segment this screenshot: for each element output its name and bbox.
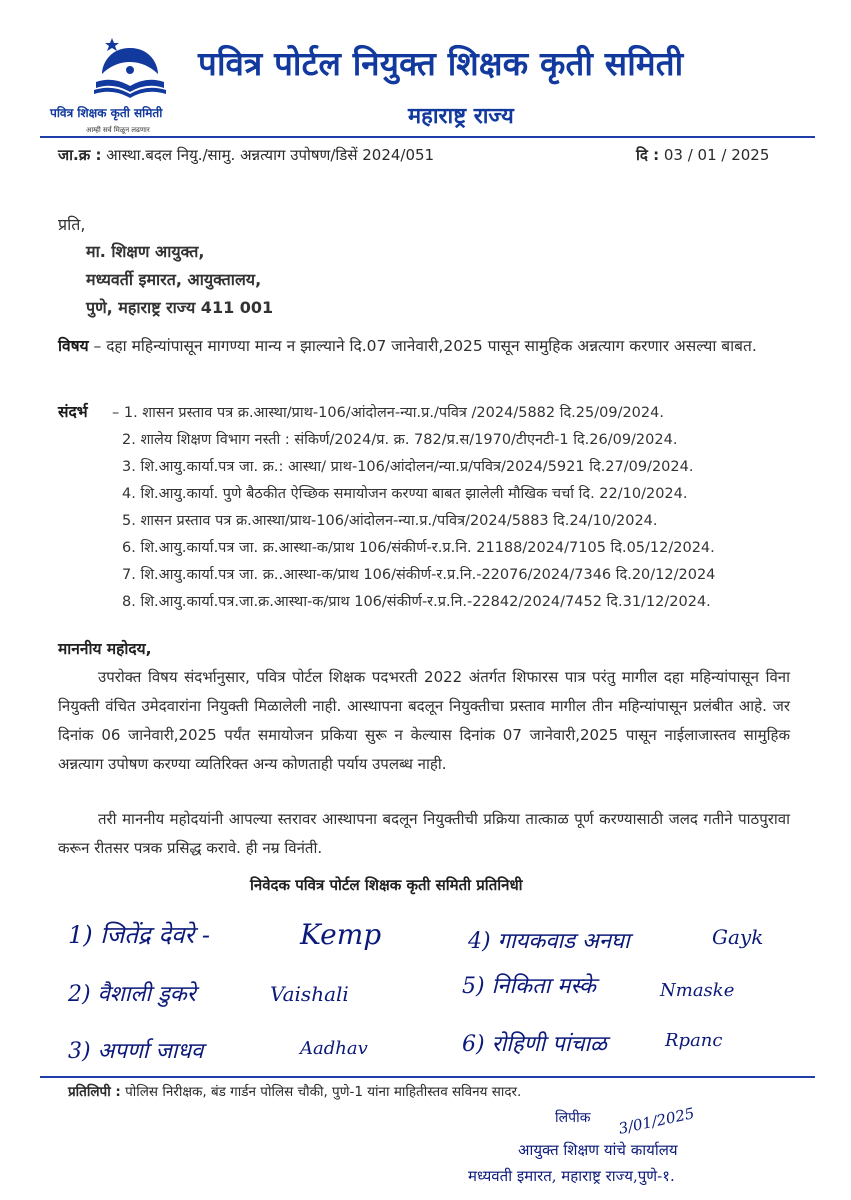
- signature-1: Kemp: [300, 918, 382, 951]
- subject-label: विषय: [58, 337, 89, 355]
- reference-label: जा.क्र :: [58, 146, 102, 164]
- receipt-date: 3/01/2025: [616, 1104, 696, 1138]
- signatory-name-1: 1) जितेंद्र देवरे -: [68, 921, 210, 949]
- signature-5: Nmaske: [660, 980, 735, 1001]
- subject-text: – दहा महिन्यांपासून मागण्या मान्य न झाल्याने दि.07 जानेवारी,2025 पासून सामुहिक अन्नत्याग करणार असल्या बाबत.: [88, 337, 757, 355]
- reference-item: 5. शासन प्रस्ताव पत्र क्र.आस्था/प्राथ-106/आंदोलन-न्या.प्र./पवित्र/2024/5883 दि.24/10/2024.: [122, 513, 658, 529]
- subject: [58, 330, 798, 362]
- letter-date: [636, 145, 769, 165]
- reference-item: 2. शालेय शिक्षण विभाग नस्ती : संकिर्ण/2024/प्र. क्र. 782/प्र.स/1970/टीएनटी-1 दि.26/09/2024.: [122, 432, 678, 448]
- signatories-heading: निवेदक पवित्र पोर्टल शिक्षक कृती समिती प्रतिनिधी: [250, 876, 523, 894]
- logo-tagline: आम्ही सर्व मिळून लढणार: [86, 126, 150, 134]
- organization-logo: [80, 30, 180, 110]
- reference-value: आस्था.बदल नियु./सामु. अन्नत्याग उपोषण/डिसें 2024/051: [101, 146, 435, 164]
- organization-state: महाराष्ट्र राज्य: [408, 104, 514, 129]
- reference-item: 6. शि.आयु.कार्या.पत्र जा. क्र.आस्था-क/प्राथ 106/संकीर्ण-र.प्र.नि. 21188/2024/7105 दि.05/12/2024.: [122, 540, 715, 556]
- footer-divider: [40, 1076, 815, 1078]
- body-paragraph-1: उपरोक्त विषय संदर्भानुसार, पवित्र पोर्टल शिक्षक पदभरती 2022 अंतर्गत शिफारस पात्र परंतु मागील दहा महिन्यांपासून विना नियुक्ती वंचित उमेदवारांना नियुक्ती मिळालेली नाही. आस्थापना बदलून नियुक्तीचा प्रस्ताव मागील तीन महिन्यांपासून प्रलंबीत आहे. जर दिनांक 06 जानेवारी,2025 पर्यंत समायोजन प्रकिया सुरू न केल्यास दिनांक 07 जानेवारी,2025 पासून नाईलाजास्तव सामुहिक अन्नत्याग उपोषण करण्या व्यतिरिक्त अन्य कोणताही पर्याय उपलब्ध नाही.: [58, 668, 790, 773]
- receipt-office: आयुक्त शिक्षण यांचे कार्यालय: [518, 1141, 678, 1159]
- signatory-name-5: 5) निकिता मस्के: [462, 974, 596, 999]
- recipient-line-2: मध्यवर्ती इमारत, आयुक्तालय,: [86, 270, 262, 289]
- receipt-address: मध्यवती इमारत, महाराष्ट्र राज्य,पुणे-१.: [468, 1167, 675, 1185]
- recipient-prefix: प्रति,: [58, 215, 86, 234]
- signature-4: Gayk: [712, 925, 764, 949]
- copy-to: [68, 1082, 521, 1100]
- date-label: दि :: [636, 146, 660, 164]
- signatory-name-3: 3) अपर्णा जाधव: [68, 1039, 204, 1064]
- reference-number: [58, 145, 434, 165]
- signatory-name-4: 4) गायकवाड अनघा: [468, 929, 630, 954]
- references-label-text: संदर्भ: [58, 403, 88, 421]
- signatory-name-2: 2) वैशाली डुकरे: [68, 982, 196, 1007]
- signature-6: Rpanc: [665, 1030, 723, 1051]
- reference-item: 4. शि.आयु.कार्या. पुणे बैठकीत ऐच्छिक समायोजन करण्या बाबत झालेली मौखिक चर्चा दि. 22/10/2024.: [122, 486, 688, 502]
- signature-2: Vaishali: [270, 982, 349, 1006]
- copy-text: पोलिस निरीक्षक, बंड गार्डन पोलिस चौकी, पुणे-1 यांना माहितीस्तव सविनय सादर.: [120, 1084, 522, 1100]
- organization-title: पवित्र पोर्टल नियुक्त शिक्षक कृती समिती: [198, 44, 684, 83]
- recipient-line-3: पुणे, महाराष्ट्र राज्य 411 001: [86, 298, 274, 317]
- reference-item: 7. शि.आयु.कार्या.पत्र जा. क्र..आस्था-क/प्राथ 106/संकीर्ण-र.प्र.नि.-22076/2024/7346 दि.20/12/2024: [122, 567, 716, 583]
- references-list: [112, 400, 822, 616]
- salutation: माननीय महोदय,: [58, 640, 152, 658]
- logo-caption: पवित्र शिक्षक कृती समिती: [50, 106, 163, 120]
- reference-item: 8. शि.आयु.कार्या.पत्र.जा.क्र.आस्था-क/प्राथ 106/संकीर्ण-र.प्र.नि.-22842/2024/7452 दि.31/12/2024.: [122, 594, 711, 610]
- body-paragraph-2: तरी माननीय महोदयांनी आपल्या स्तरावर आस्थापना बदलून नियुक्तीची प्रक्रिया तात्काळ पूर्ण करण्यासाठी जलद गतीने पाठपुरावा करून रीतसर पत्रक प्रसिद्ध करावे. ही नम्र विनंती.: [58, 810, 790, 857]
- reference-item: 3. शि.आयु.कार्या.पत्र जा. क्र.: आस्था/ प्राथ-106/आंदोलन/न्या.प्र/पवित्र/2024/5921 दि.27/09/2024.: [122, 459, 694, 475]
- recipient-line-1: मा. शिक्षण आयुक्त,: [86, 242, 205, 261]
- signature-3: Aadhav: [300, 1038, 368, 1059]
- date-value: 03 / 01 / 2025: [659, 146, 770, 164]
- signatory-name-6: 6) रोहिणी पांचाळ: [462, 1032, 607, 1057]
- receipt-clerk: लिपीक: [555, 1110, 591, 1126]
- reference-item: – 1. शासन प्रस्ताव पत्र क्र.आस्था/प्राथ-106/आंदोलन-न्या.प्र./पवित्र /2024/5882 दि.25/09/2024.: [112, 405, 664, 421]
- references-label: [58, 400, 88, 422]
- copy-label: प्रतिलिपी :: [68, 1084, 121, 1100]
- header-divider: [40, 136, 815, 138]
